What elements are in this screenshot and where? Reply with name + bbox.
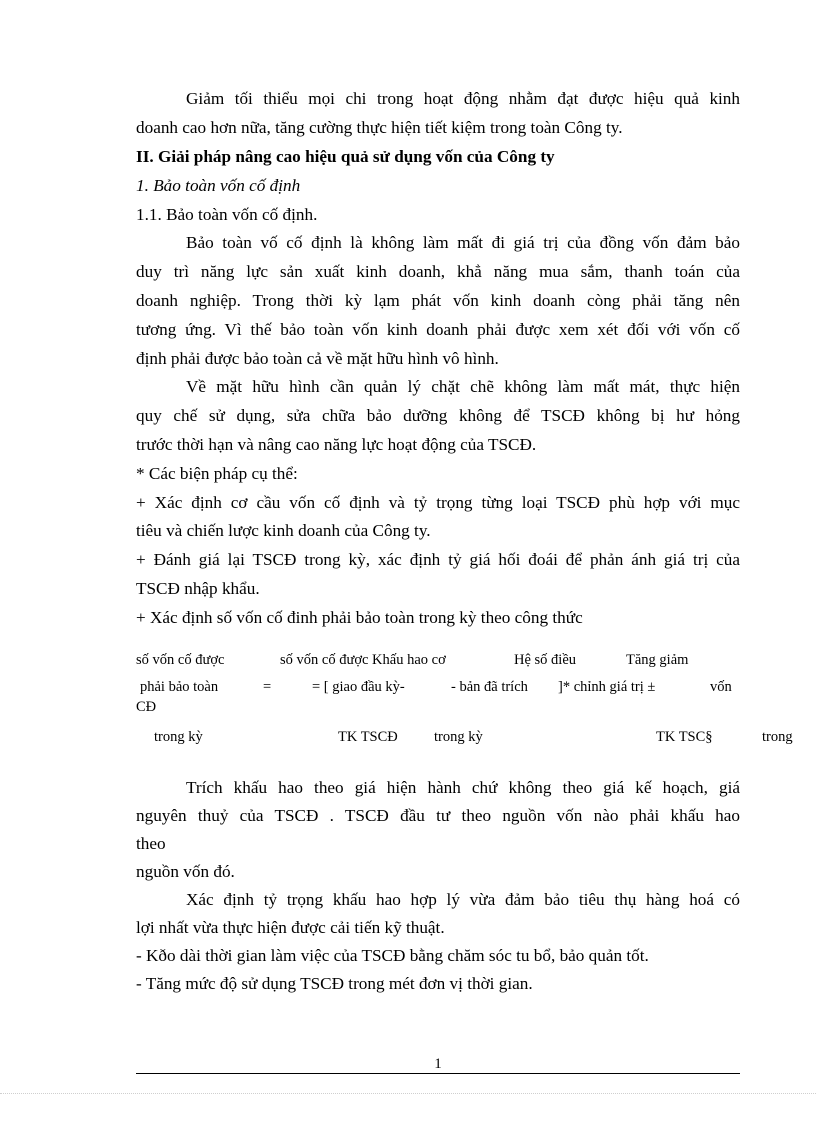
paragraph-line: trước thời hạn và nâng cao năng lực hoạt động của TSCĐ. — [136, 435, 537, 454]
list-heading: * Các biện pháp cụ thể: — [136, 464, 298, 483]
list-item: + Đánh giá lại TSCĐ trong kỳ, xác định tỷ giá hối đoái để phản ánh giá trị của — [136, 550, 740, 569]
paragraph-line: doanh cao hơn nữa, tăng cường thực hiện tiết kiệm trong toàn Công ty. — [136, 118, 623, 137]
list-item: - Kðo dài thời gian làm việc của TSCĐ bằng chăm sóc tu bổ, bảo quản tốt. — [136, 946, 649, 965]
paragraph-line: duy trì năng lực sản xuất kinh doanh, khẳ năng mua sắm, thanh toán của — [136, 262, 740, 281]
paragraph-line: Xác định tỷ trọng khấu hao hợp lý vừa đảm bảo tiêu thụ hàng hoá có — [186, 890, 740, 909]
formula-text: phải bảo toàn — [140, 679, 219, 695]
formula-text: số vốn cố được — [136, 652, 225, 668]
formula-text: số vốn cố được Khấu hao cơ — [280, 652, 446, 668]
formula-text: trong kỳ — [154, 729, 203, 745]
formula-text: trong — [762, 729, 793, 745]
list-item: + Xác định số vốn cố đinh phải bảo toàn trong kỳ theo công thức — [136, 608, 583, 627]
paragraph-line: quy chế sử dụng, sửa chữa bảo dưỡng không để TSCĐ không bị hư hỏng — [136, 406, 740, 425]
formula-text: - bản đã trích — [451, 679, 528, 695]
paragraph-line: nguồn vốn đó. — [136, 862, 235, 881]
formula-text: TK TSCĐ — [338, 729, 398, 745]
formula-text: ]* chỉnh giá trị ± — [558, 679, 656, 695]
paragraph-line: tương ứng. Vì thế bảo toàn vốn kinh doanh phải được xem xét đối với vốn cố — [136, 320, 740, 339]
subsection-title: 1.1. Bảo toàn vốn cố định. — [136, 205, 318, 224]
list-item: TSCĐ nhập khẩu. — [136, 579, 260, 598]
formula-text: TK TSC§ — [656, 729, 713, 745]
paragraph-line: Bảo toàn vố cố định là không làm mất đi giá trị của đồng vốn đảm bảo — [186, 233, 740, 252]
paragraph-line: theo — [136, 834, 166, 853]
paragraph-line: doanh nghiệp. Trong thời kỳ lạm phát vốn kinh doanh còng phải tăng nên — [136, 291, 740, 310]
section-heading: II. Giải pháp nâng cao hiệu quả sử dụng vốn của Công ty — [136, 147, 555, 166]
page-boundary — [0, 1093, 816, 1094]
subsection-heading: 1. Bảo toàn vốn cố định — [136, 176, 301, 195]
list-item: tiêu và chiến lược kinh doanh của Công ty. — [136, 521, 431, 540]
formula-text: Hệ số điều — [514, 652, 577, 668]
paragraph-line: Trích khấu hao theo giá hiện hành chứ không theo giá kế hoạch, giá — [186, 778, 740, 797]
page-number: 1 — [434, 1056, 442, 1072]
paragraph-line: Giảm tối thiểu mọi chi trong hoạt động nhằm đạt được hiệu quả kinh — [186, 89, 740, 108]
list-item: + Xác định cơ cầu vốn cố định và tỷ trọng từng loại TSCĐ phù hợp với mục — [136, 493, 740, 512]
paragraph-line: lợi nhất vừa thực hiện được cải tiến kỹ thuật. — [136, 918, 445, 937]
paragraph-line: Về mặt hữu hình cần quản lý chặt chẽ không làm mất mát, thực hiện — [186, 377, 740, 396]
paragraph-line: nguyên thuỷ của TSCĐ . TSCĐ đầu tư theo nguồn vốn nào phải khấu hao — [136, 806, 740, 825]
formula-text: trong kỳ — [434, 729, 483, 745]
formula-text: = — [263, 679, 272, 695]
formula-text: vốn — [710, 679, 732, 695]
formula-text: = [ giao đầu kỳ- — [312, 679, 405, 695]
paragraph-line: định phải được bảo toàn cả về mặt hữu hình vô hình. — [136, 349, 499, 368]
footer-divider — [136, 1073, 740, 1074]
list-item: - Tăng mức độ sử dụng TSCĐ trong mét đơn vị thời gian. — [136, 974, 533, 993]
formula-text: Tăng giảm — [626, 652, 689, 668]
formula-text: CĐ — [136, 699, 157, 715]
